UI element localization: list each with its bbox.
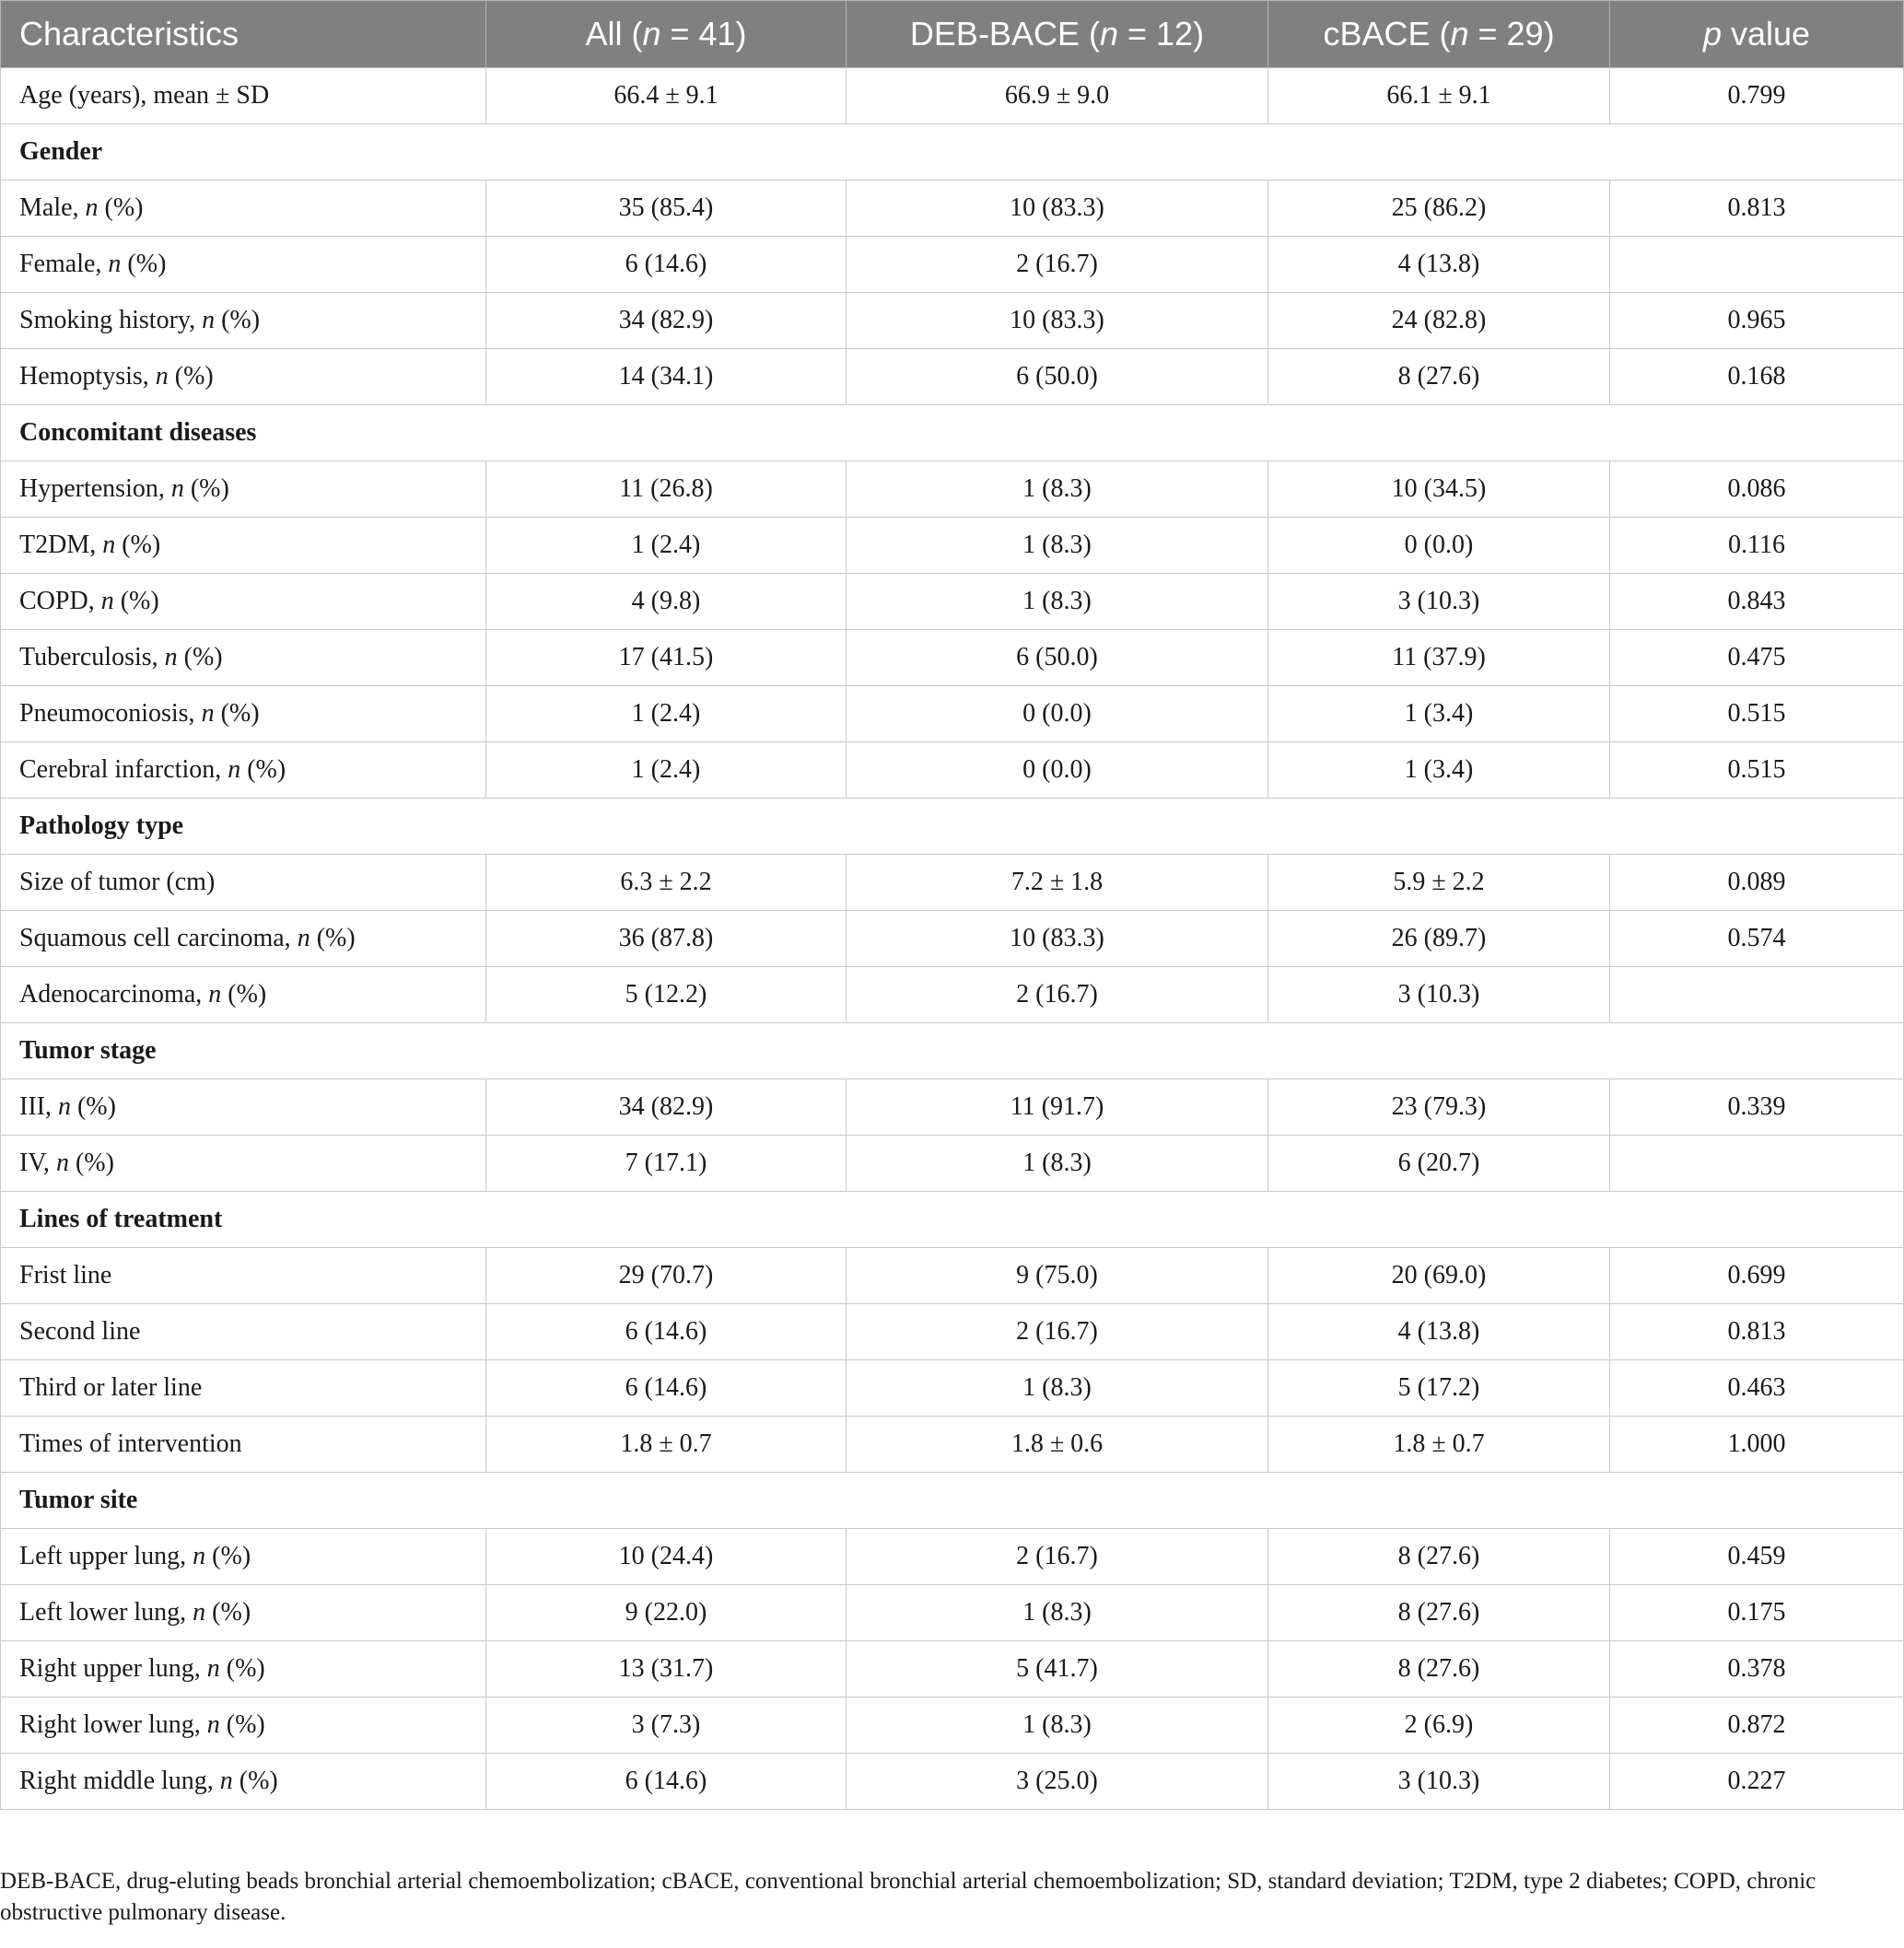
table-cell: 6 (50.0) [847, 349, 1268, 405]
table-row [1, 68, 1904, 124]
table-cell: 0.574 [1610, 911, 1904, 967]
count-percent-suffix: n (%) [55, 1149, 114, 1177]
column-header-text: Characteristics [19, 15, 239, 52]
table-cell: 5 (12.2) [486, 967, 847, 1023]
column-header-suffix: value [1721, 15, 1811, 52]
table-cell: 0.515 [1610, 686, 1904, 742]
column-header-italic: n [1099, 15, 1118, 52]
row-label: Frist line [19, 1261, 112, 1289]
table-cell: 1 (2.4) [486, 742, 847, 799]
table-cell: 0.799 [1610, 68, 1904, 124]
count-percent-suffix: n (%) [193, 1598, 251, 1627]
table-body [1, 68, 1904, 1810]
table-row [1, 518, 1904, 574]
table-cell: 66.1 ± 9.1 [1268, 68, 1610, 124]
table-cell: 11 (37.9) [1268, 630, 1610, 686]
table-cell: 3 (7.3) [486, 1697, 847, 1754]
table-cell: 6.3 ± 2.2 [486, 855, 847, 911]
table-cell: 0.339 [1610, 1079, 1904, 1136]
table-cell: 6 (50.0) [847, 630, 1268, 686]
table-cell: 7 (17.1) [486, 1136, 847, 1192]
column-header-italic: n [1450, 15, 1469, 52]
row-label-cell [1, 1641, 486, 1697]
table-cell: 1 (8.3) [847, 1697, 1268, 1754]
table-cell: 0.699 [1610, 1248, 1904, 1304]
table-cell: 26 (89.7) [1268, 911, 1610, 967]
table-cell: 1 (8.3) [847, 1136, 1268, 1192]
table-cell: 0.843 [1610, 574, 1904, 630]
table-cell: 0.086 [1610, 461, 1904, 518]
table-row [1, 461, 1904, 518]
column-header-suffix: = 12) [1118, 15, 1205, 52]
column-header-italic: n [642, 15, 661, 52]
row-label: Times of intervention [19, 1429, 242, 1458]
table-cell: 11 (91.7) [847, 1079, 1268, 1136]
table-cell: 0 (0.0) [847, 686, 1268, 742]
table-cell: 13 (31.7) [486, 1641, 847, 1697]
row-label: COPD, [19, 587, 95, 615]
row-label: Right upper lung, [19, 1654, 201, 1683]
row-label: Hypertension, [19, 474, 165, 503]
row-label: Hemoptysis, [19, 362, 149, 391]
table-cell: 10 (83.3) [847, 181, 1268, 237]
table-row [1, 1136, 1904, 1192]
table-row [1, 1304, 1904, 1360]
count-percent-suffix: n (%) [164, 643, 223, 671]
table-cell: 1 (8.3) [847, 1360, 1268, 1417]
count-percent-suffix: n (%) [201, 699, 260, 728]
row-label-cell [1, 518, 486, 574]
table-cell: 1 (8.3) [847, 574, 1268, 630]
table-row [1, 1360, 1904, 1417]
table-cell: 0.116 [1610, 518, 1904, 574]
table-row [1, 1529, 1904, 1585]
table-cell: 8 (27.6) [1268, 1585, 1610, 1641]
section-row [1, 799, 1904, 855]
section-heading: Tumor stage [1, 1023, 1904, 1079]
table-cell: 8 (27.6) [1268, 349, 1610, 405]
count-percent-suffix: n (%) [108, 250, 167, 278]
table-cell: 6 (20.7) [1268, 1136, 1610, 1192]
column-header-2 [847, 1, 1268, 68]
row-label: Third or later line [19, 1373, 203, 1402]
table-cell: 11 (26.8) [486, 461, 847, 518]
row-label: Smoking history, [19, 306, 196, 334]
table-cell: 10 (24.4) [486, 1529, 847, 1585]
table-cell: 2 (16.7) [847, 967, 1268, 1023]
section-row [1, 1023, 1904, 1079]
table-cell: 5.9 ± 2.2 [1268, 855, 1610, 911]
count-percent-suffix: n (%) [202, 306, 261, 334]
row-label-cell [1, 68, 486, 124]
row-label: Right lower lung, [19, 1710, 201, 1739]
table-cell: 0.872 [1610, 1697, 1904, 1754]
section-row [1, 1192, 1904, 1248]
count-percent-suffix: n (%) [170, 474, 229, 503]
count-percent-suffix: n (%) [206, 1654, 265, 1683]
column-header-4 [1610, 1, 1904, 68]
table-cell: 5 (17.2) [1268, 1360, 1610, 1417]
table-cell: 0.175 [1610, 1585, 1904, 1641]
table-cell: 7.2 ± 1.8 [847, 855, 1268, 911]
table-cell: 1.8 ± 0.7 [486, 1417, 847, 1473]
table-cell: 10 (83.3) [847, 911, 1268, 967]
table-cell: 5 (41.7) [847, 1641, 1268, 1697]
table-cell: 0.475 [1610, 630, 1904, 686]
table-cell: 0.515 [1610, 742, 1904, 799]
table-cell: 1 (2.4) [486, 686, 847, 742]
row-label: Squamous cell carcinoma, [19, 924, 291, 952]
row-label: Tuberculosis, [19, 643, 158, 671]
row-label-cell [1, 293, 486, 349]
table-cell: 34 (82.9) [486, 293, 847, 349]
row-label-cell [1, 181, 486, 237]
table-cell: 34 (82.9) [486, 1079, 847, 1136]
table-cell: 4 (9.8) [486, 574, 847, 630]
count-percent-suffix: n (%) [219, 1767, 278, 1795]
table-cell: 4 (13.8) [1268, 237, 1610, 293]
count-percent-suffix: n (%) [297, 924, 356, 952]
table-cell: 0.459 [1610, 1529, 1904, 1585]
row-label-cell [1, 1248, 486, 1304]
table-cell: 0.227 [1610, 1754, 1904, 1810]
table-cell: 8 (27.6) [1268, 1641, 1610, 1697]
row-label-cell [1, 574, 486, 630]
table-row [1, 349, 1904, 405]
row-label-cell [1, 686, 486, 742]
section-heading: Tumor site [1, 1473, 1904, 1529]
table-row [1, 1079, 1904, 1136]
table-cell: 0 (0.0) [847, 742, 1268, 799]
table-row [1, 1248, 1904, 1304]
table-cell: 0.965 [1610, 293, 1904, 349]
table-cell: 3 (25.0) [847, 1754, 1268, 1810]
row-label-cell [1, 911, 486, 967]
row-label-cell [1, 349, 486, 405]
column-header-1 [486, 1, 847, 68]
table-cell: 66.9 ± 9.0 [847, 68, 1268, 124]
table-cell: 20 (69.0) [1268, 1248, 1610, 1304]
table-cell: 6 (14.6) [486, 1754, 847, 1810]
table-cell: 23 (79.3) [1268, 1079, 1610, 1136]
count-percent-suffix: n (%) [57, 1092, 116, 1121]
table-row [1, 742, 1904, 799]
table-cell: 2 (6.9) [1268, 1697, 1610, 1754]
table-cell: 10 (34.5) [1268, 461, 1610, 518]
row-label-cell [1, 1585, 486, 1641]
table-cell: 0.813 [1610, 181, 1904, 237]
count-percent-suffix: n (%) [155, 362, 214, 391]
row-label-cell [1, 1304, 486, 1360]
table-row [1, 574, 1904, 630]
table-row [1, 1585, 1904, 1641]
table-cell: 1 (3.4) [1268, 742, 1610, 799]
table-cell: 35 (85.4) [486, 181, 847, 237]
section-row [1, 405, 1904, 461]
table-cell: 66.4 ± 9.1 [486, 68, 847, 124]
row-label-cell [1, 1529, 486, 1585]
section-row [1, 124, 1904, 181]
row-label: Right middle lung, [19, 1767, 214, 1795]
row-label-cell [1, 1417, 486, 1473]
row-label: Age (years), mean ± SD [19, 81, 270, 110]
row-label-cell [1, 967, 486, 1023]
count-percent-suffix: n (%) [102, 531, 161, 559]
table-row [1, 1754, 1904, 1810]
table-cell: 1 (3.4) [1268, 686, 1610, 742]
table-cell: 0 (0.0) [1268, 518, 1610, 574]
table-cell: 3 (10.3) [1268, 967, 1610, 1023]
table-cell: 24 (82.8) [1268, 293, 1610, 349]
row-label: Female, [19, 250, 102, 278]
table-cell: 29 (70.7) [486, 1248, 847, 1304]
table-row [1, 855, 1904, 911]
count-percent-suffix: n (%) [208, 980, 267, 1009]
table-row [1, 237, 1904, 293]
column-header-text: All ( [585, 15, 643, 52]
table-row [1, 1641, 1904, 1697]
row-label: Left lower lung, [19, 1598, 187, 1627]
column-header-3 [1268, 1, 1610, 68]
table-cell: 9 (75.0) [847, 1248, 1268, 1304]
table-cell [1610, 1136, 1904, 1192]
table-cell: 1 (8.3) [847, 518, 1268, 574]
row-label-cell [1, 1360, 486, 1417]
table-cell: 0.463 [1610, 1360, 1904, 1417]
table-row [1, 911, 1904, 967]
table-cell: 6 (14.6) [486, 1360, 847, 1417]
table-cell: 1 (8.3) [847, 1585, 1268, 1641]
row-label-cell [1, 1079, 486, 1136]
table-cell: 25 (86.2) [1268, 181, 1610, 237]
row-label-cell [1, 855, 486, 911]
table-cell: 2 (16.7) [847, 1529, 1268, 1585]
table-cell: 1 (2.4) [486, 518, 847, 574]
table-cell: 2 (16.7) [847, 237, 1268, 293]
table-cell: 6 (14.6) [486, 1304, 847, 1360]
row-label: T2DM, [19, 531, 97, 559]
table-row [1, 686, 1904, 742]
row-label: Adenocarcinoma, [19, 980, 203, 1009]
table-cell: 36 (87.8) [486, 911, 847, 967]
table-cell: 3 (10.3) [1268, 574, 1610, 630]
table-row [1, 181, 1904, 237]
row-label: Cerebral infarction, [19, 755, 222, 784]
table-cell: 14 (34.1) [486, 349, 847, 405]
column-header-0 [1, 1, 486, 68]
count-percent-suffix: n (%) [206, 1710, 265, 1739]
table-row [1, 967, 1904, 1023]
table-cell: 0.813 [1610, 1304, 1904, 1360]
row-label: Pneumoconiosis, [19, 699, 195, 728]
section-row [1, 1473, 1904, 1529]
row-label-cell [1, 1697, 486, 1754]
table-header [1, 1, 1904, 68]
table-row [1, 630, 1904, 686]
row-label: Left upper lung, [19, 1542, 187, 1570]
row-label-cell [1, 237, 486, 293]
table-cell: 17 (41.5) [486, 630, 847, 686]
section-heading: Gender [1, 124, 1904, 181]
column-header-suffix: = 29) [1468, 15, 1555, 52]
count-percent-suffix: n (%) [85, 193, 144, 222]
table-footnote: DEB-BACE, drug-eluting beads bronchial arterial chemoembolization; cBACE, conventional bronchial arterial chemoembolization; SD, standard deviation; T2DM, type 2 diabetes; COPD, chronic obstructive pulmonary disease. [0, 1869, 1816, 1925]
row-label-cell [1, 630, 486, 686]
row-label-cell [1, 1136, 486, 1192]
column-header-text: DEB-BACE ( [909, 15, 1100, 52]
table-cell: 1.000 [1610, 1417, 1904, 1473]
table-cell: 1.8 ± 0.7 [1268, 1417, 1610, 1473]
column-header-italic: p [1702, 15, 1722, 52]
row-label-cell [1, 461, 486, 518]
table-cell: 1.8 ± 0.6 [847, 1417, 1268, 1473]
table-cell: 10 (83.3) [847, 293, 1268, 349]
table-cell [1610, 967, 1904, 1023]
row-label: Second line [19, 1317, 141, 1346]
table-cell: 3 (10.3) [1268, 1754, 1610, 1810]
column-header-suffix: = 41) [660, 15, 747, 52]
column-header-text: cBACE ( [1323, 15, 1451, 52]
table-cell: 0.168 [1610, 349, 1904, 405]
header-row [1, 1, 1904, 68]
table-row [1, 1417, 1904, 1473]
count-percent-suffix: n (%) [193, 1542, 251, 1570]
table-cell: 9 (22.0) [486, 1585, 847, 1641]
row-label-cell [1, 742, 486, 799]
table-row [1, 1697, 1904, 1754]
table-cell: 4 (13.8) [1268, 1304, 1610, 1360]
table-row [1, 293, 1904, 349]
section-heading: Pathology type [1, 799, 1904, 855]
count-percent-suffix: n (%) [100, 587, 159, 615]
row-label: III, [19, 1092, 52, 1121]
table-cell [1610, 237, 1904, 293]
row-label: Size of tumor (cm) [19, 868, 216, 896]
table-cell: 1 (8.3) [847, 461, 1268, 518]
table-cell: 6 (14.6) [486, 237, 847, 293]
count-percent-suffix: n (%) [228, 755, 286, 784]
section-heading: Lines of treatment [1, 1192, 1904, 1248]
table-cell: 8 (27.6) [1268, 1529, 1610, 1585]
table-cell: 0.089 [1610, 855, 1904, 911]
section-heading: Concomitant diseases [1, 405, 1904, 461]
row-label-cell [1, 1754, 486, 1810]
table-cell: 2 (16.7) [847, 1304, 1268, 1360]
table-cell: 0.378 [1610, 1641, 1904, 1697]
row-label: Male, [19, 193, 79, 222]
row-label: IV, [19, 1149, 50, 1177]
